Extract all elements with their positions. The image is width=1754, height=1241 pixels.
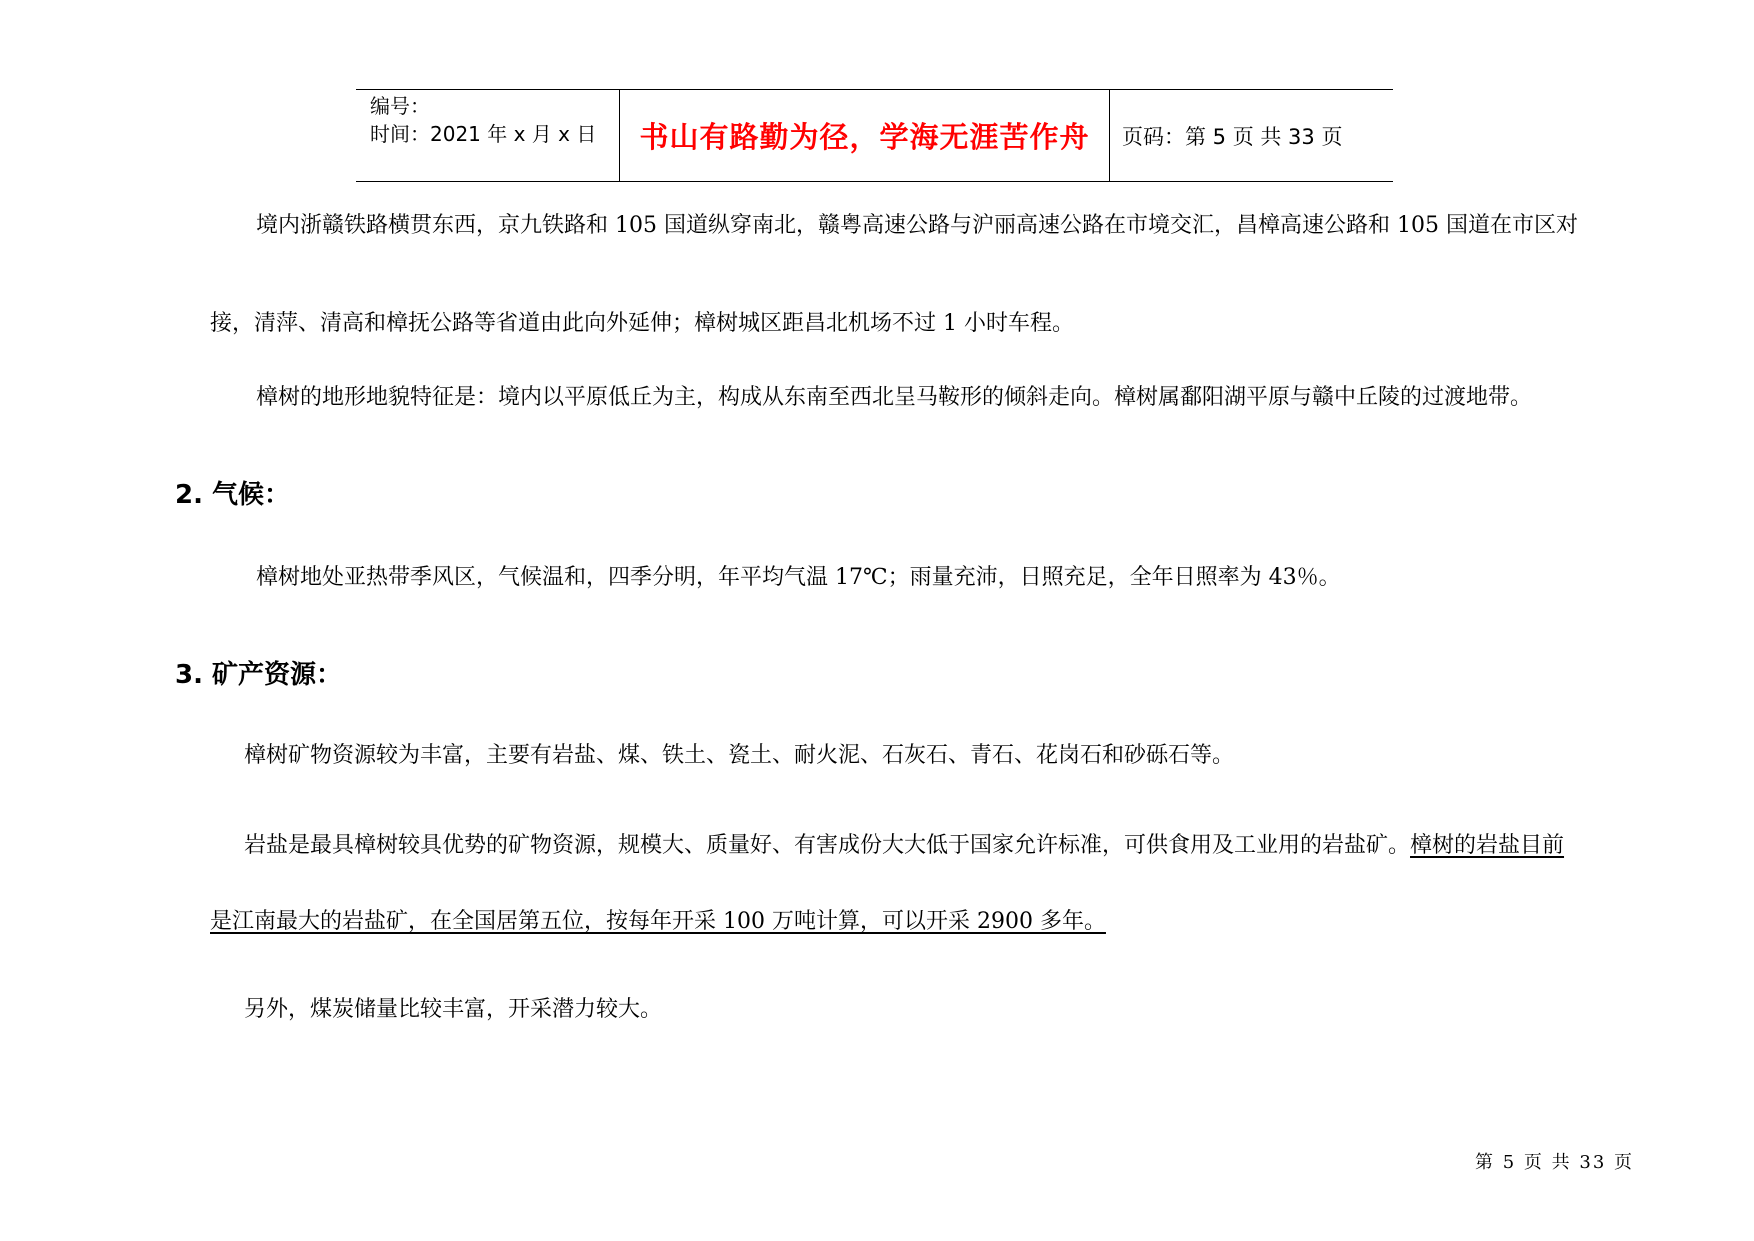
heading-climate: 2. 气候： <box>175 480 291 510</box>
header-time-label: 时间：2021 年 x 月 x 日 <box>370 122 597 146</box>
rock-salt-text: 岩盐是最具樟树较具优势的矿物资源，规模大、质量好、有害成份大大低于国家允许标准，可供食用及工业用的岩盐矿。 <box>244 833 1411 858</box>
paragraph-minerals: 樟树矿物资源较为丰富，主要有岩盐、煤、铁土、瓷土、耐火泥、石灰石、青石、花岗石和砂砾石等。 <box>244 743 1235 768</box>
page-header-table <box>356 89 1393 182</box>
paragraph-coal: 另外，煤炭储量比较丰富，开采潜力较大。 <box>244 997 663 1022</box>
header-page-label: 页码：第 5 页 共 33 页 <box>1122 124 1343 149</box>
heading-minerals: 3. 矿产资源： <box>175 660 343 690</box>
paragraph-terrain: 樟树的地形地貌特征是：境内以平原低丘为主，构成从东南至西北呈马鞍形的倾斜走向。樟树属鄱阳湖平原与赣中丘陵的过渡地带。 <box>256 385 1533 410</box>
paragraph-rock-salt-line2 <box>210 906 1106 938</box>
page-footer-number: 第 5 页 共 33 页 <box>1475 1152 1634 1173</box>
header-motto-cell <box>620 90 1110 181</box>
paragraph-rock-salt-line1 <box>244 830 1564 862</box>
paragraph-transport-line1: 境内浙赣铁路横贯东西，京九铁路和 105 国道纵穿南北，赣粤高速公路与沪丽高速公路在市境交汇，昌樟高速公路和 105 国道在市区对 <box>256 213 1578 238</box>
paragraph-transport-line2: 接，清萍、清高和樟抚公路等省道由此向外延伸；樟树城区距昌北机场不过 1 小时车程。 <box>210 311 1074 336</box>
rock-salt-underlined-end: 是江南最大的岩盐矿，在全国居第五位，按每年开采 100 万吨计算，可以开采 2900 多年。 <box>210 909 1106 934</box>
paragraph-climate: 樟树地处亚热带季风区，气候温和，四季分明，年平均气温 17℃；雨量充沛，日照充足，全年日照率为 43％。 <box>256 565 1341 590</box>
rock-salt-underlined-start: 樟树的岩盐目前 <box>1410 833 1565 858</box>
header-page-cell <box>1110 90 1393 181</box>
header-meta-cell <box>356 90 620 181</box>
header-motto: 书山有路勤为径，学海无涯苦作舟 <box>639 120 1090 154</box>
header-number-label: 编号： <box>370 94 430 118</box>
